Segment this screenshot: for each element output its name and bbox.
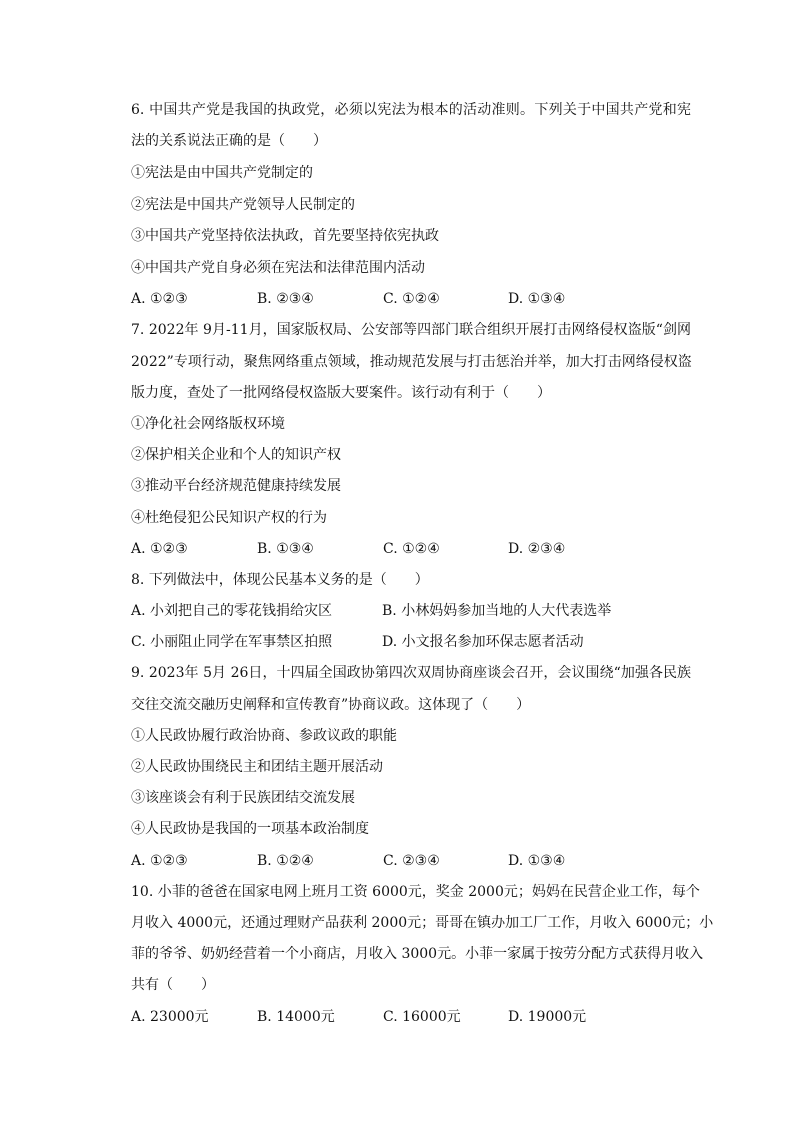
question-7-statement-4: ④杜绝侵犯公民知识产权的行为 <box>131 510 327 526</box>
question-10-option-c[interactable]: C. 16000元 <box>383 1009 461 1025</box>
question-8-option-a[interactable]: A. 小刘把自己的零花钱捐给灾区 <box>131 603 333 619</box>
question-6-statement-4: ④中国共产党自身必须在宪法和法律范围内活动 <box>131 260 425 276</box>
question-6-option-b[interactable]: B. ②③④ <box>257 291 314 307</box>
question-6-statement-3: ③中国共产党坚持依法执政，首先要坚持依宪执政 <box>131 228 439 244</box>
question-6-option-a[interactable]: A. ①②③ <box>131 291 188 307</box>
question-7-option-b[interactable]: B. ①③④ <box>257 541 314 557</box>
question-9-option-b[interactable]: B. ①②④ <box>257 853 314 869</box>
question-6-statement-2: ②宪法是中国共产党领导人民制定的 <box>131 197 355 213</box>
question-10-option-b[interactable]: B. 14000元 <box>257 1009 335 1025</box>
question-7-stem-line-3: 版力度，查处了一批网络侵权盗版大要案件。该行动有利于（ ） <box>131 385 551 401</box>
question-10-stem-line-3: 菲的爷爷、奶奶经营着一个小商店，月收入 3000元。小菲一家属于按劳分配方式获得月收入 <box>131 946 704 962</box>
question-6-stem-line-1: 6. 中国共产党是我国的执政党，必须以宪法为根本的活动准则。下列关于中国共产党和宪 <box>131 102 691 118</box>
question-9-option-a[interactable]: A. ①②③ <box>131 853 188 869</box>
question-8-option-b[interactable]: B. 小林妈妈参加当地的人大代表选举 <box>382 603 612 619</box>
question-7-option-d[interactable]: D. ②③④ <box>508 541 566 557</box>
question-9-stem-line-1: 9. 2023年 5月 26日，十四届全国政协第四次双周协商座谈会召开，会议围绕“加强各民族 <box>131 665 692 681</box>
question-10-option-a[interactable]: A. 23000元 <box>131 1009 209 1025</box>
question-7-statement-2: ②保护相关企业和个人的知识产权 <box>131 447 341 463</box>
question-9-option-d[interactable]: D. ①③④ <box>508 853 566 869</box>
question-10-stem-line-1: 10. 小菲的爸爸在国家电网上班月工资 6000元，奖金 2000元；妈妈在民营企业工作，每个 <box>131 884 700 900</box>
question-9-statement-4: ④人民政协是我国的一项基本政治制度 <box>131 821 369 837</box>
question-10-option-d[interactable]: D. 19000元 <box>508 1009 587 1025</box>
question-6-statement-1: ①宪法是由中国共产党制定的 <box>131 165 313 181</box>
question-10-stem-line-2: 月收入 4000元，还通过理财产品获利 2000元；哥哥在镇办加工厂工作，月收入 6000元；小 <box>131 915 714 931</box>
question-7-option-a[interactable]: A. ①②③ <box>131 541 188 557</box>
question-7-stem-line-2: 2022”专项行动，聚焦网络重点领域，推动规范发展与打击惩治并举，加大打击网络侵权盗 <box>131 354 692 370</box>
question-9-option-c[interactable]: C. ②③④ <box>383 853 440 869</box>
question-6-option-c[interactable]: C. ①②④ <box>383 291 440 307</box>
question-10-stem-line-4: 共有（ ） <box>131 977 215 993</box>
question-7-statement-3: ③推动平台经济规范健康持续发展 <box>131 478 341 494</box>
question-9-statement-2: ②人民政协围绕民主和团结主题开展活动 <box>131 759 383 775</box>
question-9-stem-line-2: 交往交流交融历史阐释和宣传教育”协商议政。这体现了（ ） <box>131 697 531 713</box>
question-6-option-d[interactable]: D. ①③④ <box>508 291 566 307</box>
question-7-option-c[interactable]: C. ①②④ <box>383 541 440 557</box>
question-7-stem-line-1: 7. 2022年 9月-11月，国家版权局、公安部等四部门联合组织开展打击网络侵权盗版“剑网 <box>131 322 692 338</box>
question-9-statement-3: ③该座谈会有利于民族团结交流发展 <box>131 790 355 806</box>
question-6-stem-line-2: 法的关系说法正确的是（ ） <box>131 133 327 149</box>
question-8-stem: 8. 下列做法中，体现公民基本义务的是（ ） <box>131 572 429 588</box>
question-7-statement-1: ①净化社会网络版权环境 <box>131 416 285 432</box>
question-8-option-d[interactable]: D. 小文报名参加环保志愿者活动 <box>382 634 584 650</box>
question-9-statement-1: ①人民政协履行政治协商、参政议政的职能 <box>131 728 397 744</box>
question-8-option-c[interactable]: C. 小丽阻止同学在军事禁区拍照 <box>131 634 333 650</box>
